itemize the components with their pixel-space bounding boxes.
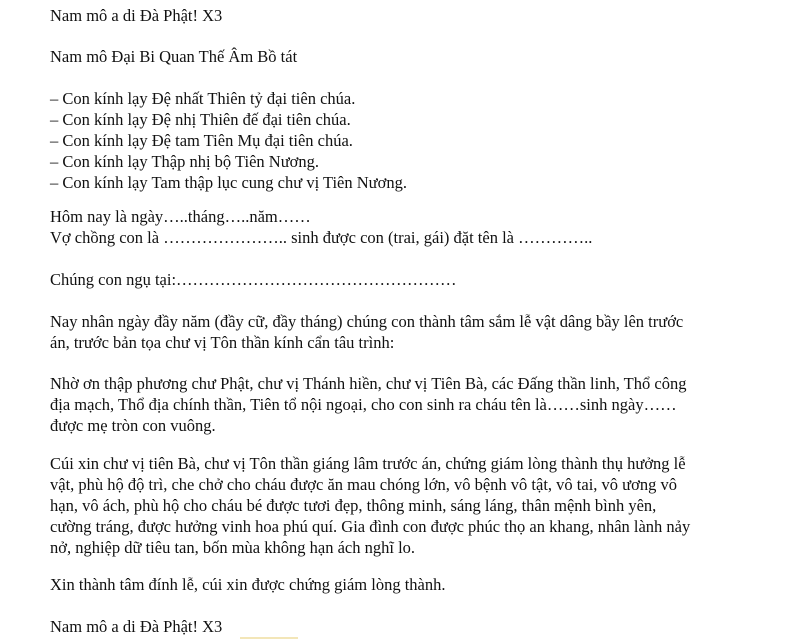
selection-highlight <box>240 637 298 639</box>
date-paragraph <box>50 206 592 248</box>
ending-chant <box>50 616 222 637</box>
reverence-list <box>50 88 407 193</box>
prayer-line: hạn, vô ách, phù hộ cho cháu bé được tươi đẹp, thông minh, sáng láng, thân mệnh bình yên, <box>50 496 657 515</box>
thanks-line: Nhờ ơn thập phương chư Phật, chư vị Thánh hiền, chư vị Tiên Bà, các Đấng thần linh, Thổ công <box>50 374 687 393</box>
prayer-paragraph <box>50 453 690 558</box>
opening-chant <box>50 5 222 26</box>
address-line: Chúng con ngụ tại:…………………………………………… <box>50 270 457 289</box>
closing-paragraph <box>50 574 446 595</box>
intro-line: Nay nhân ngày đầy năm (đầy cữ, đầy tháng) chúng con thành tâm sắm lễ vật dâng bầy lên trước <box>50 312 684 331</box>
closing-line: Xin thành tâm đính lễ, cúi xin được chứng giám lòng thành. <box>50 575 446 594</box>
address-paragraph <box>50 269 457 290</box>
reverence-item: – Con kính lạy Đệ nhất Thiên tỷ đại tiên chúa. <box>50 89 356 108</box>
prayer-line: nở, nghiệp dữ tiêu tan, bốn mùa không hạn ách nghĩ lo. <box>50 538 416 557</box>
reverence-item: – Con kính lạy Tam thập lục cung chư vị Tiên Nương. <box>50 173 407 192</box>
intro-line: án, trước bản tọa chư vị Tôn thần kính cẩn tâu trình: <box>50 333 395 352</box>
reverence-item: – Con kính lạy Đệ nhị Thiên đế đại tiên chúa. <box>50 110 351 129</box>
prayer-line: vật, phù hộ độ trì, che chở cho cháu được ăn mau chóng lớn, vô bệnh vô tật, vô tai, vô ương vô <box>50 475 677 494</box>
opening-chant-text: Nam mô a di Đà Phật! X3 <box>50 6 223 25</box>
thanks-line: địa mạch, Thổ địa chính thần, Tiên tổ nội ngoại, cho con sinh ra cháu tên là……sinh ngày…… <box>50 395 677 414</box>
prayer-line: Cúi xin chư vị tiên Bà, chư vị Tôn thần giáng lâm trước án, chứng giám lòng thành thụ hưởng lễ <box>50 454 686 473</box>
thanks-paragraph <box>50 373 686 436</box>
date-line: Hôm nay là ngày…..tháng…..năm…… <box>50 207 311 226</box>
reverence-item: – Con kính lạy Thập nhị bộ Tiên Nương. <box>50 152 320 171</box>
intro-paragraph <box>50 311 683 353</box>
invocation-text: Nam mô Đại Bi Quan Thế Âm Bồ tát <box>50 47 298 66</box>
invocation <box>50 46 297 67</box>
thanks-line: được mẹ tròn con vuông. <box>50 416 216 435</box>
ending-chant-text: Nam mô a di Đà Phật! X3 <box>50 617 223 636</box>
prayer-line: cường tráng, được hưởng vinh hoa phú quí. Gia đình con được phúc thọ an khang, nhân lành nảy <box>50 517 691 536</box>
reverence-item: – Con kính lạy Đệ tam Tiên Mụ đại tiên chúa. <box>50 131 353 150</box>
parents-line: Vợ chồng con là ………………….. sinh được con (trai, gái) đặt tên là ………….. <box>50 228 593 247</box>
